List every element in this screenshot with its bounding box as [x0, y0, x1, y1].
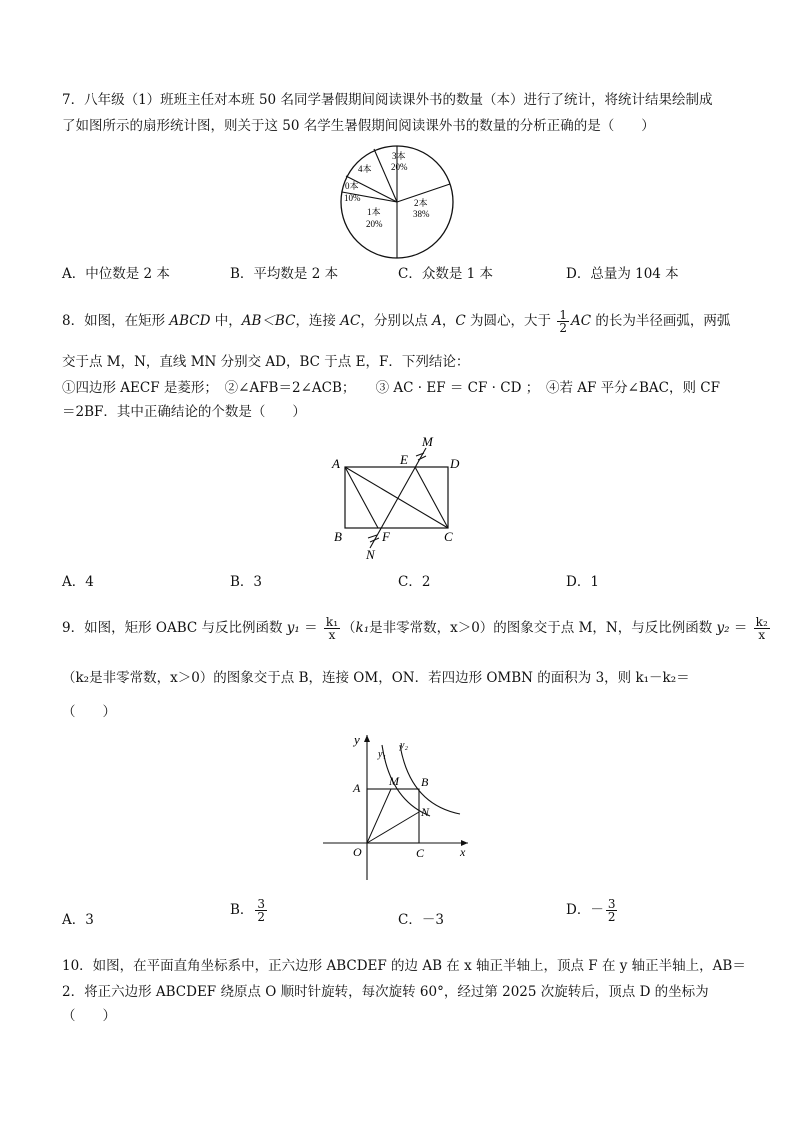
label-o: O — [353, 845, 362, 859]
label-x: x — [460, 845, 466, 859]
q9-option-c: C．－3 — [398, 912, 444, 928]
q8-text: ，分别以点 — [360, 313, 433, 329]
pie-label-0: 0本 — [345, 181, 359, 191]
q9-text: 是非零常数，x＞0）的图象交于点 M，N，与反比例函数 — [369, 620, 717, 636]
q8-var: ABCD — [169, 313, 211, 329]
q8-text: ， — [441, 313, 456, 329]
q8-line-3: ①四边形 AECF 是菱形； ②∠AFB＝2∠ACB； ③ AC · EF ＝ CF · CD ； ④若 AF 平分∠BAC，则 CF — [62, 380, 720, 396]
figure-rectangle-abcd — [330, 428, 470, 563]
label-e: E — [400, 452, 408, 467]
label-y1: y₁ — [378, 749, 386, 760]
label-f: F — [382, 529, 390, 544]
q8-option-b: B．3 — [230, 574, 263, 590]
q9-line-2: （k₂是非零常数，x＞0）的图象交于点 B，连接 OM，ON．若四边形 OMBN 的面积为 3，则 k₁－k₂＝ — [62, 670, 690, 686]
q8-text: 的长为半径画弧，两弧 — [591, 313, 731, 329]
q8-var: AC — [570, 313, 592, 329]
label-y2: y₂ — [400, 740, 408, 751]
frac-numerator: 3 — [607, 897, 616, 911]
q9-text: 9．如图，矩形 OABC 与反比例函数 — [62, 620, 287, 636]
q9-var: y₁ — [286, 620, 300, 636]
label-m: M — [422, 434, 433, 449]
q9-var: y₂ — [716, 620, 730, 636]
frac-numerator: 3 — [257, 897, 266, 911]
q8-var: C — [455, 313, 466, 329]
option-label: B． — [230, 902, 254, 918]
figure-rectangle-oabc — [320, 730, 480, 885]
pie-pct-2: 38% — [413, 209, 430, 219]
pie-pct-3: 20% — [391, 162, 408, 172]
fraction-3-2 — [606, 898, 618, 923]
q9-option-a: A．3 — [62, 912, 94, 928]
q8-line-4: ＝2BF．其中正确结论的个数是（ ） — [62, 404, 306, 420]
q9-option-b — [230, 898, 269, 923]
fraction-3-2 — [255, 898, 267, 923]
fraction-half — [557, 309, 569, 334]
pie-label-4: 4本 — [358, 164, 372, 174]
frac-denominator: x — [328, 628, 336, 642]
label-c: C — [444, 529, 453, 544]
pie-chart — [330, 140, 460, 260]
label-y: y — [354, 732, 360, 747]
frac-denominator: 2 — [257, 910, 266, 924]
fraction-k2-x — [754, 616, 770, 641]
q7-line-2: 了如图所示的扇形统计图，则关于这 50 名学生暑假期间阅读课外书的数量的分析正确的是（ ） — [62, 118, 655, 134]
q9-text: （ — [342, 620, 356, 636]
q7-option-d: D．总量为 104 本 — [566, 266, 679, 282]
q8-text: 为圆心，大于 — [465, 313, 556, 329]
q8-line-1 — [62, 309, 730, 334]
label-d: D — [450, 456, 460, 471]
q7-line-1: 7．八年级（1）班班主任对本班 50 名同学暑假期间阅读课外书的数量（本）进行了统计，将统计结果绘制成 — [62, 92, 713, 108]
frac-numerator: k₂ — [755, 615, 768, 629]
q10-line-1: 10．如图，在平面直角坐标系中，正六边形 ABCDEF 的边 AB 在 x 轴正半轴上，顶点 F 在 y 轴正半轴上，AB＝ — [62, 958, 746, 974]
q9-option-d — [566, 898, 619, 923]
q10-line-2: 2．将正六边形 ABCDEF 绕原点 O 顺时针旋转，每次旋转 60°，经过第 2025 次旋转后，顶点 D 的坐标为 — [62, 984, 709, 1000]
option-label: D．－ — [566, 902, 604, 918]
frac-numerator: k₁ — [325, 615, 339, 629]
q9-var: k₁ — [355, 620, 370, 636]
fraction-k1-x — [324, 616, 340, 641]
q8-var: AC — [340, 313, 361, 329]
pie-label-1: 1本 — [367, 207, 381, 217]
label-n: N — [366, 547, 375, 562]
frac-denominator: 2 — [607, 910, 616, 924]
q8-var: AB＜BC — [241, 313, 296, 329]
pie-pct-0: 10% — [344, 193, 361, 203]
q10-line-3: （ ） — [62, 1008, 116, 1024]
q8-text: 8．如图，在矩形 — [62, 313, 170, 329]
q8-var: A — [432, 313, 442, 329]
label-a: A — [332, 456, 340, 471]
q8-option-a: A．4 — [62, 574, 94, 590]
q7-option-c: C．众数是 1 本 — [398, 266, 494, 282]
label-a: A — [353, 781, 361, 795]
label-m: M — [389, 774, 399, 788]
q7-option-b: B．平均数是 2 本 — [230, 266, 339, 282]
label-b: B — [334, 529, 342, 544]
frac-denominator: x — [758, 628, 766, 642]
q8-line-2: 交于点 M，N，直线 MN 分别交 AD，BC 于点 E，F．下列结论： — [62, 354, 470, 370]
frac-denominator: 2 — [559, 321, 567, 335]
q8-option-d: D．1 — [566, 574, 599, 590]
pie-label-3: 3本 — [392, 151, 406, 161]
q8-text: ，连接 — [295, 313, 341, 329]
label-c: C — [416, 846, 425, 860]
pie-label-2: 2本 — [414, 198, 428, 208]
frac-numerator: 1 — [559, 308, 567, 322]
q7-option-a: A．中位数是 2 本 — [62, 266, 170, 282]
q9-line-1: 9．如图，矩形 OABC 与反比例函数 y₁ ＝ $\frac{\text{k₁}}{x}$ （k₁是非零常数，x＞0）的图象交于点 M，N，与反比例函数 y₂ ＝ $\frac{\text{k₂}}{x}$ — [62, 615, 768, 642]
q9-line-3: （ ） — [62, 704, 116, 720]
q8-text: 中， — [210, 313, 242, 329]
q8-option-c: C．2 — [398, 574, 431, 590]
label-b: B — [421, 775, 429, 789]
pie-pct-1: 20% — [366, 219, 383, 229]
label-n: N — [421, 805, 430, 819]
